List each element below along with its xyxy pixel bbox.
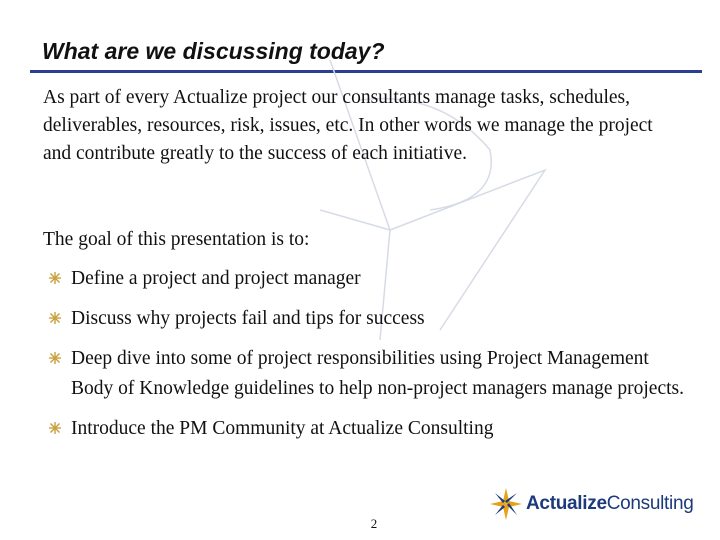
star-burst-icon <box>48 271 62 285</box>
logo-word-consulting: Consulting <box>606 493 694 514</box>
bullet-item <box>48 344 688 404</box>
bullet-text: Discuss why projects fail and tips for success <box>71 308 425 329</box>
goal-lead-text: The goal of this presentation is to: <box>43 229 310 250</box>
bullet-text: Define a project and project manager <box>71 268 361 289</box>
intro-paragraph: As part of every Actualize project our consultants manage tasks, schedules, deliverables, resources, risk, issues, etc. In other words we manage the project and contribute greatly to the success of each initiative. <box>43 87 653 164</box>
bullet-text: Deep dive into some of project responsibilities using Project Management Body of Knowledge guidelines to help non-project managers manage projects. <box>71 348 684 399</box>
bullet-list <box>48 264 688 444</box>
company-logo <box>488 484 694 524</box>
slide-title: What are we discussing today? <box>42 38 385 64</box>
star-burst-icon <box>48 351 62 365</box>
star-burst-icon <box>48 311 62 325</box>
bullet-text: Introduce the PM Community at Actualize Consulting <box>71 418 494 439</box>
page-number: 2 <box>370 516 378 531</box>
logo-wordmark <box>526 493 694 515</box>
star-burst-icon <box>48 421 62 435</box>
bullet-item <box>48 304 688 334</box>
logo-word-actualize: Actualize <box>526 493 607 514</box>
bullet-item <box>48 264 688 294</box>
bullet-item <box>48 414 688 444</box>
starburst-logo-icon <box>488 486 524 522</box>
